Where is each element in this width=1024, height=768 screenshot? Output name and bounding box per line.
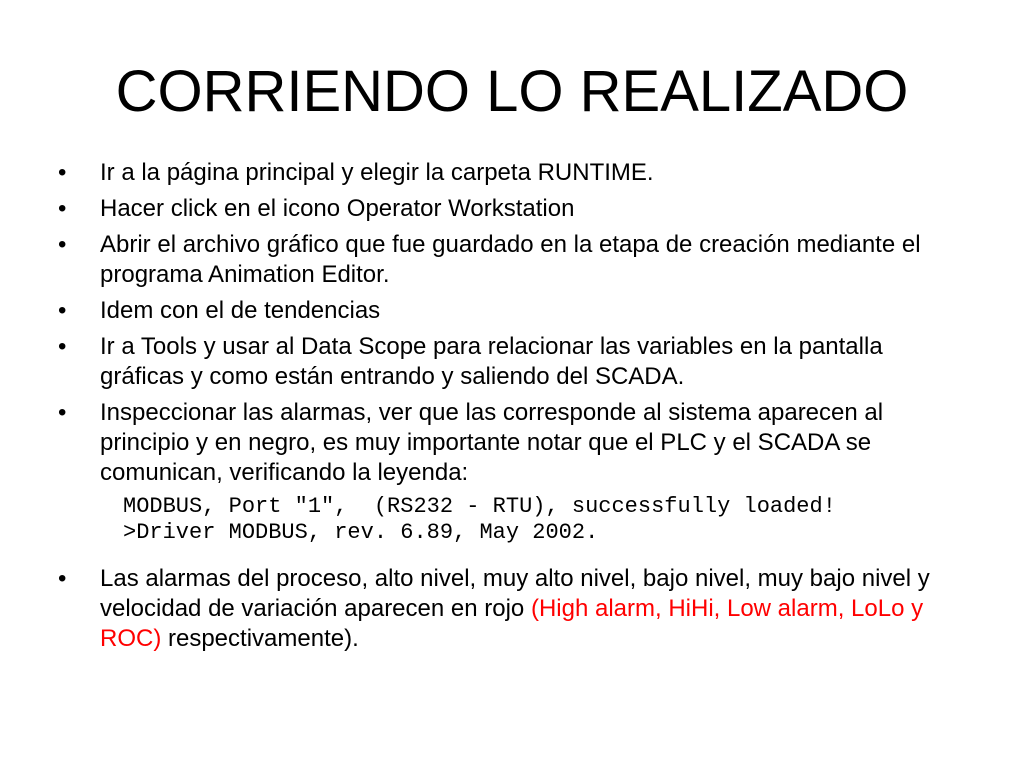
bullet-marker: • bbox=[58, 333, 67, 360]
bullet-text: Ir a la página principal y elegir la carpeta RUNTIME. bbox=[100, 159, 654, 186]
alarm-types-highlight: (High alarm, HiHi, Low alarm, LoLo y ROC) bbox=[100, 595, 924, 652]
slide-title: CORRIENDO LO REALIZADO bbox=[115, 59, 909, 124]
console-screenshot bbox=[58, 494, 958, 546]
bullet-text: Ir a Tools y usar al Data Scope para relacionar las variables en la pantalla gráficas y como están entrando y saliendo del SCADA. bbox=[100, 333, 883, 390]
bullet-marker: • bbox=[58, 297, 67, 324]
bullet-text: Idem con el de tendencias bbox=[100, 297, 381, 324]
bullet-marker: • bbox=[58, 231, 67, 258]
console-line: >Driver MODBUS, rev. 6.89, May 2002. bbox=[123, 520, 599, 545]
console-output bbox=[123, 494, 958, 546]
bullet-item bbox=[58, 194, 958, 224]
bullet-list bbox=[58, 158, 958, 660]
bullet-marker: • bbox=[58, 399, 67, 426]
bullet-item bbox=[58, 296, 958, 326]
bullet-text: Inspeccionar las alarmas, ver que las corresponde al sistema aparecen al principio y en negro, es muy importante notar que el PLC y el SCADA se comunican, verificando la leyenda: bbox=[100, 399, 884, 486]
bullet-item bbox=[58, 564, 958, 654]
bullet-item bbox=[58, 398, 958, 488]
bullet-marker: • bbox=[58, 195, 67, 222]
bullet-marker: • bbox=[58, 159, 67, 186]
console-line: MODBUS, Port "1", (RS232 - RTU), successfully loaded! bbox=[123, 494, 836, 519]
bullet-marker: • bbox=[58, 565, 67, 592]
alarm-text-end: respectivamente). bbox=[161, 625, 359, 652]
bullet-item bbox=[58, 230, 958, 290]
bullet-text: Abrir el archivo gráfico que fue guardado en la etapa de creación mediante el programa Animation Editor. bbox=[100, 231, 921, 288]
bullet-item bbox=[58, 158, 958, 188]
bullet-item bbox=[58, 332, 958, 392]
bullet-text bbox=[100, 565, 930, 652]
bullet-text: Hacer click en el icono Operator Workstation bbox=[100, 195, 575, 222]
alarm-text: Las alarmas del proceso, alto nivel, muy alto nivel, bajo nivel, muy bajo nivel y velocidad de variación aparecen en rojo bbox=[100, 565, 930, 622]
